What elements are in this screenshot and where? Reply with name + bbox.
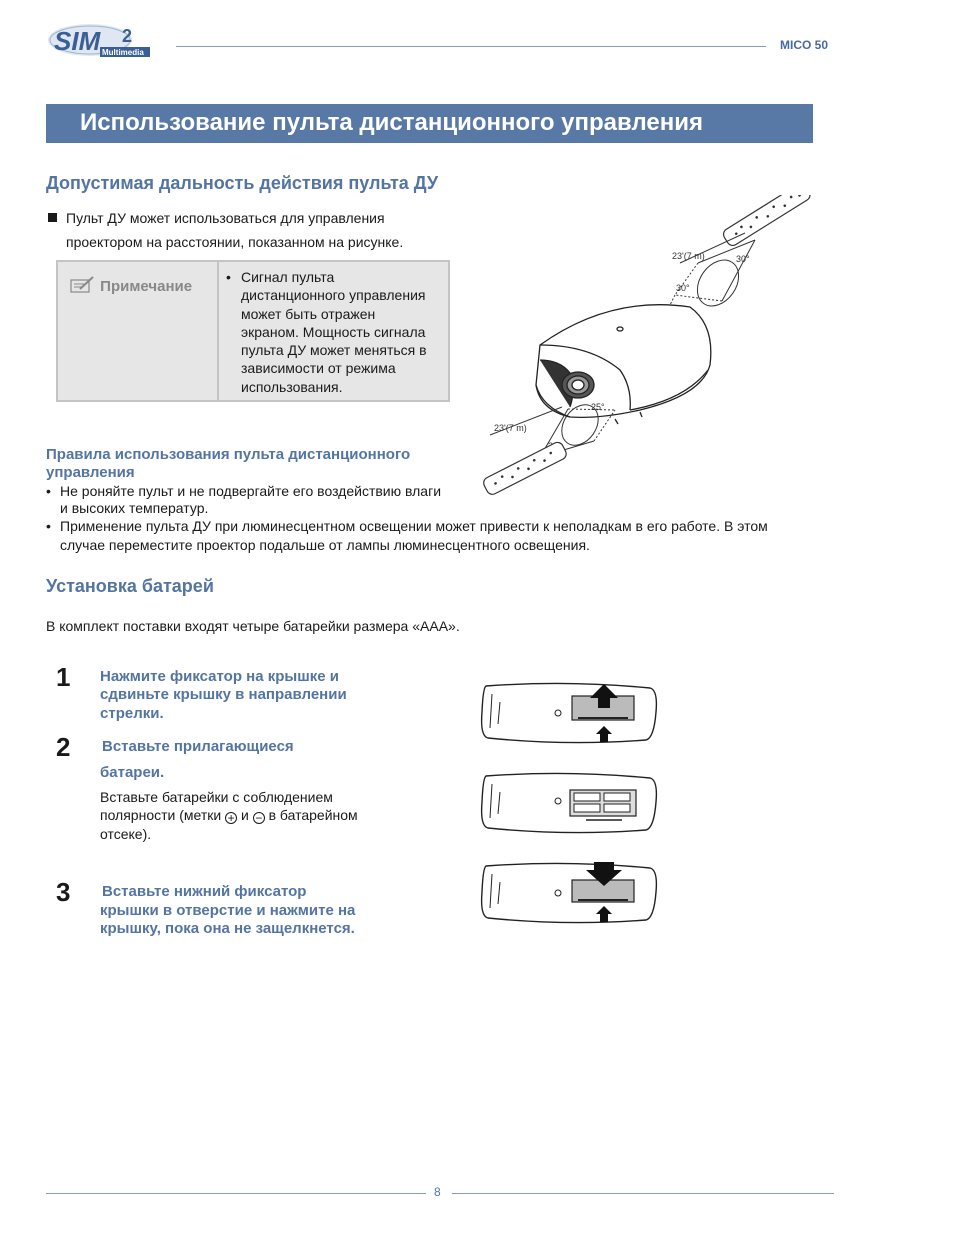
step-2-body-line1: Вставьте батарейки с соблюдением [100, 789, 333, 805]
battery-intro: В комплект поставки входят четыре батарейки размера «AAA». [46, 618, 460, 634]
logo-sub-text: Multimedia [102, 48, 144, 57]
step-2-body-line2: полярности (метки + и − в батарейном [100, 807, 358, 825]
note-text [226, 268, 440, 396]
logo-sup-text: 2 [122, 26, 133, 46]
projector-illustration [536, 305, 711, 424]
rule2-line1: Применение пульта ДУ при люминесцентном освещении может привести к неполадкам в его работе. В этом [60, 518, 768, 534]
note-line: зависимости от режима [241, 360, 396, 377]
angle-top-right-label: 30° [736, 254, 750, 264]
range-heading: Допустимая дальность действия пульта ДУ [46, 173, 439, 193]
step-1-remote-illustration [478, 680, 660, 746]
model-label: MICO 50 [780, 38, 829, 52]
step-2-line: батареи. [100, 764, 165, 781]
page-number: 8 [434, 1185, 441, 1199]
step-3-remote-illustration [478, 860, 660, 926]
note-line: дистанционного управления [241, 287, 426, 304]
rule2-line2: случае переместите проектор подальше от лампы люминесцентного освещения. [60, 537, 590, 553]
step-2-body-line3: отсеке). [100, 826, 152, 842]
note-divider [217, 262, 219, 400]
step-3-line: Вставьте нижний фиксатор [102, 883, 307, 900]
distance-bottom-label: 23'(7 m) [494, 423, 527, 433]
title-bar [46, 104, 813, 143]
remote-bottom-illustration [482, 440, 569, 496]
pencil-note-icon [70, 276, 96, 294]
rule1-line1: Не роняйте пульт и не подвергайте его воздействию влаги [60, 483, 442, 499]
step-2-remote-illustration [478, 770, 660, 836]
note-label [70, 276, 192, 295]
note-line: Сигнал пульта [241, 269, 335, 285]
step-3-number: 3 [56, 877, 71, 907]
step-3-line: крышку, пока она не защелкнется. [100, 920, 355, 937]
step-3-line: крышки в отверстие и нажмите на [100, 902, 356, 919]
rule1-line2: и высоких температур. [60, 500, 209, 516]
range-bullet-line2: проектором на расстоянии, показанном на рисунке. [66, 234, 404, 250]
footer-rule-left [46, 1193, 426, 1194]
angle-top-left-label: 30° [676, 283, 690, 293]
rule-bullet-icon: • [46, 483, 51, 499]
note-line: пульта ДУ может меняться в [241, 342, 427, 359]
remote-top-illustration [721, 195, 812, 248]
rules-heading-line2: управления [46, 464, 135, 481]
plus-polarity-icon: + [225, 812, 237, 824]
note-bullet: • [226, 269, 231, 285]
sim2-logo [46, 22, 154, 58]
rules-heading-line1: Правила использования пульта дистанционного [46, 446, 411, 463]
footer-rule-right [452, 1193, 834, 1194]
distance-top-label: 23'(7 m) [672, 251, 705, 261]
angle-mid-label: 25° [591, 402, 605, 412]
step-1-line: стрелки. [100, 705, 164, 722]
note-label-text: Примечание [100, 278, 193, 295]
rule-bullet-icon: • [46, 518, 51, 534]
header-rule [176, 46, 766, 47]
page-title: Использование пульта дистанционного управления [80, 109, 703, 136]
step-1-line: Нажмите фиксатор на крышке и [100, 668, 339, 685]
note-box [56, 260, 450, 402]
step-2-number: 2 [56, 732, 71, 762]
note-line: использования. [241, 378, 343, 395]
step-1-line: сдвиньте крышку в направлении [100, 686, 347, 703]
step-1-number: 1 [56, 662, 71, 692]
range-diagram [470, 195, 820, 515]
note-line: экраном. Мощность сигнала [241, 323, 426, 340]
range-bullet-line1: Пульт ДУ может использоваться для управления [66, 210, 385, 226]
minus-polarity-icon: − [253, 812, 265, 824]
logo-main-text: SIM [54, 26, 101, 56]
battery-heading: Установка батарей [46, 576, 214, 596]
square-bullet-icon [48, 213, 57, 222]
note-line: может быть отражен [241, 305, 376, 322]
step-2-line: Вставьте прилагающиеся [102, 738, 294, 755]
